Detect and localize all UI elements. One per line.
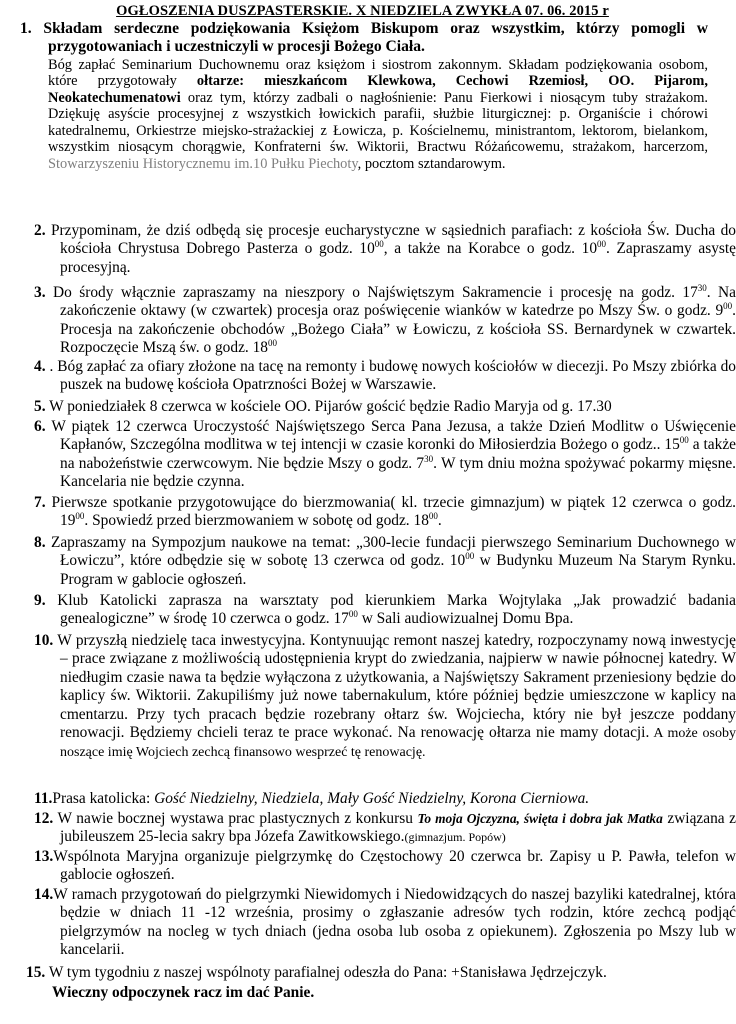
contest-title: To moja Ojczyzna, święta i dobra jak Matka (417, 811, 663, 826)
item-number: 8. (34, 534, 46, 551)
announcement-9: 9. Klub Katolicki zaprasza na warsztaty pod kierunkiem Marka Wojtylaka „Jak prowadzić badania genealogiczne” w środę 10 czerwca o godz. $17^{00}$ w Sali audiowizualnej Domu Bpa. (34, 592, 736, 628)
item-number: 2. (34, 222, 46, 239)
altars-list: ołtarze: mieszkańcom Klewkowa, Cechowi Rzemiosł, OO. Pijarom, Neokatechumenatowi (48, 73, 708, 106)
announcement-4: 4. . Bóg zapłać za ofiary złożone na tacę na remonty i budowę nowych kościołów w diecezji. Po Mszy zbiórka do puszek na budowę kościoła Opatrzności Bożej w Warszawie. (34, 358, 736, 394)
closing-prayer: Wieczny odpoczynek racz im dać Panie. (52, 984, 315, 1002)
announcement-12: 12. W nawie bocznej wystawa prac plastycznych z konkursu To moja Ojczyzna, święta i dobra jak Matka związana z jubileuszem 25-lecia sakry bpa Józefa Zawitkowskiego.(gimnazjum. Popów) (34, 810, 736, 846)
item-number: 14. (34, 886, 54, 903)
announcement-8: 8. Zapraszamy na Sympozjum naukowe na temat: „300-lecie fundacji pierwszego Seminarium Duchownego w Łowiczu”, które odbędzie się w sobotę 13 czerwca od godz. $10^{00}$ w Budynku Muzeum Na Starym Rynku. Program w gablocie ogłoszeń. (34, 534, 736, 588)
page-title: OGŁOSZENIA DUSZPASTERSKIE. X NIEDZIELA ZWYKŁA 07. 06. 2015 r (116, 3, 609, 19)
item-number: 7. (34, 494, 46, 511)
announcement-5: 5. W poniedziałek 8 czerwca w kościele OO. Pijarów gościć będzie Radio Maryja od g. 17.30 (34, 398, 612, 415)
historical-society: Stowarzyszeniu Historycznemu im.10 Pułku Piechoty (48, 155, 358, 172)
item-number: 5. (34, 398, 46, 415)
announcement-6: 6. W piątek 12 czerwca Uroczystość Najświętszego Serca Pana Jezusa, a także Dzień Modlitw o Uświęcenie Kapłanów, Szczególna modlitwa w tej intencji w czasie koronki do Miłosierdzia Bożego o godz.. $15^{00}$ a także na nabożeństwie czerwcowym. Nie będzie Mszy o godz. $7^{30}$. W tym dniu można spożywać pokarmy mięsne. Kancelaria nie będzie czynna. (34, 418, 736, 491)
item-number: 12. (34, 810, 54, 827)
item-number: 9. (34, 592, 46, 609)
announcement-15: 15. W tym tygodniu z naszej wspólnoty parafialnej odeszła do Pana: +Stanisława Jędrzejczyk. Wieczny odpoczynek racz im dać Panie. (26, 964, 716, 1003)
announcement-11: 11.Prasa katolicka: Gość Niedzielny, Niedziela, Mały Gość Niedzielny, Korona Cierniowa. (34, 790, 590, 807)
item-number: 11. (34, 790, 53, 807)
item-number: 6. (34, 418, 46, 435)
item-headline: Składam serdeczne podziękowania Księżom Biskupom oraz wszystkim, którzy pomogli w przygotowaniach i uczestniczyli w procesji Bożego Ciała. (43, 20, 708, 56)
item-number: 10. (34, 632, 54, 649)
item-number: 1. (20, 20, 32, 37)
announcement-14: 14.W ramach przygotowań do pielgrzymki Niewidomych i Niedowidzących do naszej bazyliki katedralnej, która będzie w dniach 11 -12 września, prosimy o zgłaszanie adresów tych rodzin, które zechcą podjąć pielgrzymów na nocleg w tych dniach (jedna osoba lub osoba z opiekunem). Zgłoszenia po Mszy lub w kancelarii. (34, 886, 736, 959)
announcement-7: 7. Pierwsze spotkanie przygotowujące do bierzmowania( kl. trzecie gimnazjum) w piątek 12 czerwca o godz. $19^{00}$. Spowiedź przed bierzmowaniem w sobotę od godz. $18^{00}$. (34, 494, 736, 530)
announcement-13: 13.Wspólnota Maryjna organizuje pielgrzymkę do Częstochowy 20 czerwca br. Zapisy u P. Pawła, telefon w gablocie ogłoszeń. (34, 848, 736, 884)
item-number: 15. (26, 964, 46, 981)
renovation-appeal: A może osoby noszące imię Wojciech zechcą finansowo wesprzeć tę renowację. (60, 726, 736, 761)
item-number: 13. (34, 848, 54, 865)
press-titles: Gość Niedzielny, Niedziela, Mały Gość Niedzielny, Korona Cierniowa. (154, 790, 590, 807)
item-number: 4. (34, 358, 46, 375)
announcement-1: 1. Składam serdeczne podziękowania Księżom Biskupom oraz wszystkim, którzy pomogli w przygotowaniach i uczestniczyli w procesji Bożego Ciała. Bóg zapłać Seminarium Duchownemu oraz księżom i siostrom zakonnym. Składam podziękowania osobom, które przygotowały ołtarze: mieszkańcom Klewkowa, Cechowi Rzemiosł, OO. Pijarom, Neokatechumenatowi oraz tym, którzy zadbali o nagłośnienie: Panu Fierkowi i niosącym tuby strażakom. Dziękuję asyście procesyjnej z wszystkich łowickich parafii, służbie liturgicznej: p. Organiście i chórowi katedralnemu, Orkiestrze miejsko-strażackiej z Łowicza, p. Kościelnemu, ministrantom, lektorom, bielankom, wszystkim niosącym chorągwie, Konfraterni św. Wiktorii, Bractwu Różańcowemu, strażakom, harcerzom, Stowarzyszeniu Historycznemu im.10 Pułku Piechoty, pocztom sztandarowym. (20, 20, 708, 172)
announcement-10: 10. W przyszłą niedzielę taca inwestycyjna. Kontynuując remont naszej katedry, rozpoczynamy nową inwestycję – prace związane z możliwością udostępnienia krypt do zwiedzania, najpierw w nawie północnej katedry. W niedługim czasie nawa ta będzie wyłączona z użytkowania, a Najświętszy Sakrament przeniesiony będzie do kaplicy św. Wiktorii. Zakupiliśmy już nowe tabernakulum, które później będzie umieszczone w kaplicy na cmentarzu. Przy tych pracach będzie rozebrany ołtarz św. Wojciecha, który nie był jeszcze poddany renowacji. Będziemy chcieli teraz te prace wykonać. Na renowację ołtarza nie mamy dotacji. A może osoby noszące imię Wojciech zechcą finansowo wesprzeć tę renowację. (34, 632, 736, 761)
item-number: 3. (34, 284, 46, 301)
announcement-2: 2. Przypominam, że dziś odbędą się procesje eucharystyczne w sąsiednich parafiach: z kościoła Św. Ducha do kościoła Chrystusa Dobrego Pasterza o godz. $10^{00}$, a także na Korabce o godz. $10^{00}$. Zapraszamy asystę procesyjną. (34, 222, 736, 276)
contest-note: (gimnazjum. Popów) (404, 830, 506, 845)
announcement-3: 3. Do środy włącznie zapraszamy na nieszpory o Najświętszym Sakramencie i procesję na godz. $17^{30}$. Na zakończenie oktawy (w czwartek) procesja oraz poświęcenie wianków w katedrze po Mszy Św. o godz. $9^{00}$. Procesja na zakończenie obchodów „Bożego Ciała” w Łowiczu, z kościoła SS. Bernardynek w czwartek. Rozpoczęcie Mszą św. o godz. $18^{00}$ (34, 283, 736, 357)
